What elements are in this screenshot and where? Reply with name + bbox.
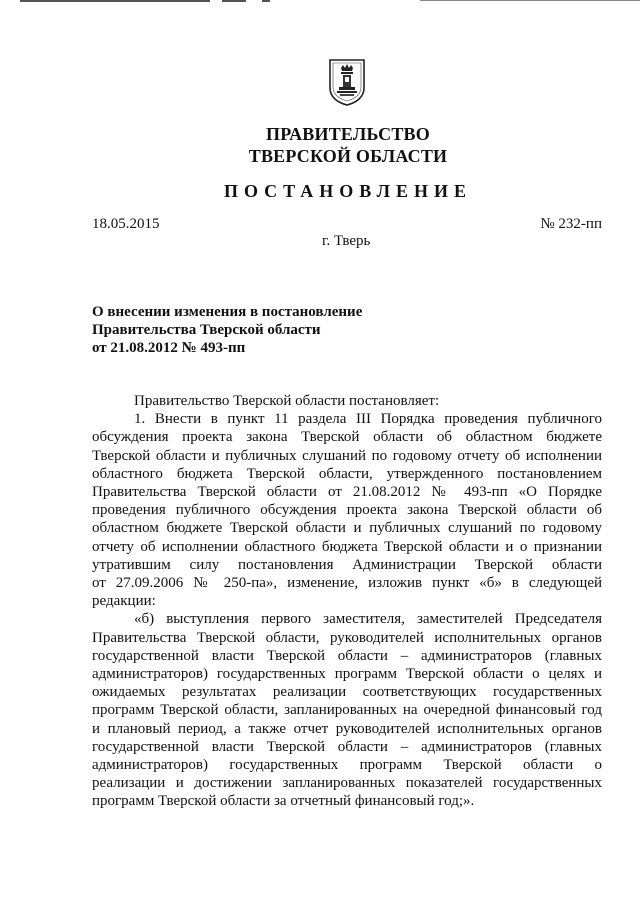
scan-edge-mark xyxy=(20,0,210,2)
quote-line: государственной власти Тверской области – администраторов (главных xyxy=(92,647,602,664)
scan-edge-mark xyxy=(420,0,640,1)
scan-edge-mark xyxy=(222,0,246,2)
subject-line: О внесении изменения в постановление xyxy=(92,304,363,320)
quote-line: программ Тверской области, запланированных на очередной финансовый год xyxy=(92,702,602,719)
document-body xyxy=(92,392,602,811)
document-number: № 232-пп xyxy=(540,216,602,232)
item1-line: обсуждения проекта закона Тверской области об областном бюджете xyxy=(92,429,602,446)
quote-line: администраторов) государственных программ Тверской области о целях и xyxy=(92,666,602,683)
subject-line: Правительства Тверской области xyxy=(92,322,321,338)
quote-line: государственной власти Тверской области – администраторов (главных xyxy=(92,738,602,755)
item1-line: 1. Внести в пункт 11 раздела III Порядка проведения публичного xyxy=(134,411,602,428)
item1-line: отчету об исполнении областного бюджета Тверской области и о признании xyxy=(92,538,602,555)
item1-line: Тверской области и публичных слушаний по годовому отчету об исполнении xyxy=(92,447,602,464)
item1-line: редакции: xyxy=(92,593,156,610)
item1-line: областном бюджете Тверской области и публичных слушаний по годовому xyxy=(92,520,602,537)
quote-line: программ Тверской области за отчетный финансовый год;». xyxy=(92,793,475,810)
organization-name-line1: ПРАВИТЕЛЬСТВО xyxy=(266,124,430,144)
document-subject xyxy=(92,303,432,357)
quote-line: реализации и достижении запланированных показателей государственных xyxy=(92,775,602,792)
item1-line: утратившим силу постановления Администрации Тверской области xyxy=(92,556,602,573)
organization-name-line2: ТВЕРСКОЙ ОБЛАСТИ xyxy=(248,146,448,166)
quote-line: Правительства Тверской области, руководителей исполнительных органов xyxy=(92,629,602,646)
quote-line: «б) выступления первого заместителя, заместителей Председателя xyxy=(134,611,602,628)
coat-of-arms-icon xyxy=(327,58,367,106)
item1-line: проведения публичного обсуждения проекта закона Тверской области об xyxy=(92,502,602,519)
item1-line: областного бюджета Тверской области, утвержденного постановлением xyxy=(92,465,602,482)
quote-line: и плановый период, а также отчет руководителей исполнительных органов xyxy=(92,720,602,737)
item1-line: от 27.09.2006 № 250-па», изменение, изложив пункт «б» в следующей xyxy=(92,575,602,592)
document-city: г. Тверь xyxy=(322,233,371,249)
document-type: ПОСТАНОВЛЕНИЕ xyxy=(223,181,473,201)
body-intro: Правительство Тверской области постановляет: xyxy=(134,393,440,409)
document-date: 18.05.2015 xyxy=(92,216,160,232)
quote-line: ожидаемых результатах реализации соответствующих государственных xyxy=(92,684,602,701)
scan-edge-mark xyxy=(262,0,270,2)
subject-line: от 21.08.2012 № 493-пп xyxy=(92,340,246,356)
item1-line: Правительства Тверской области от 21.08.2012 № 493-пп «О Порядке xyxy=(92,484,602,501)
quote-line: администраторов) государственных программ Тверской области о xyxy=(92,757,602,774)
